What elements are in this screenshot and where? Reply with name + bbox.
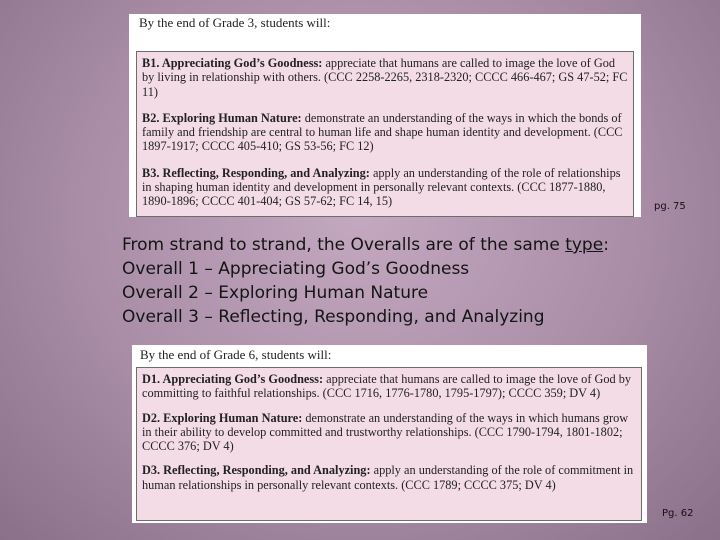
grade-3-excerpt-image	[129, 14, 641, 217]
expectation-b3-text: apply an understanding of the role of relationships in shaping human identity and development in personally relevant contexts. (CCC 1877-1880, 1890-1896; CCCC 401-404; GS 57-62; FC 14, 15)	[142, 165, 621, 209]
grade-3-expectations-box	[136, 51, 634, 217]
summary-intro-text: From strand to strand, the Overalls are of the same	[122, 235, 566, 255]
page-reference-top: pg. 75	[654, 201, 686, 212]
summary-underlined-word: type	[565, 235, 604, 255]
expectation-b1	[142, 56, 628, 99]
expectation-d3	[142, 463, 636, 492]
expectation-d3-text: apply an understanding of the role of commitment in human relationships in personally relevant contexts. (CCC 1789; CCCC 375; DV 4)	[142, 463, 634, 492]
grade-6-heading: By the end of Grade 6, students will:	[140, 347, 332, 362]
overall-3-line: Overall 3 – Reflecting, Responding, and Analyzing	[122, 307, 545, 327]
expectation-b3-label: B3. Reflecting, Responding, and Analyzing:	[142, 165, 370, 180]
page-reference-bottom: Pg. 62	[662, 508, 694, 519]
overall-2-line: Overall 2 – Exploring Human Nature	[122, 283, 429, 303]
expectation-d3-label: D3. Reflecting, Responding, and Analyzing:	[142, 463, 371, 478]
overalls-summary	[122, 233, 682, 329]
expectation-b3	[142, 166, 628, 209]
expectation-d2-label: D2. Exploring Human Nature:	[142, 410, 303, 425]
overall-1-line: Overall 1 – Appreciating God’s Goodness	[122, 259, 470, 279]
expectation-b2-label: B2. Exploring Human Nature:	[142, 110, 302, 125]
summary-intro-line	[122, 233, 682, 257]
expectation-d1	[142, 372, 636, 401]
grade-6-expectations-box	[136, 367, 642, 521]
expectation-b2-text: demonstrate an understanding of the ways in which the bonds of family and friendship are central to human life and shape human identity and development. (CCC 1897-1917; CCCC 405-410; GS 53-56; FC 12)	[142, 110, 623, 154]
summary-colon: :	[603, 235, 609, 255]
expectation-d2-text: demonstrate an understanding of the ways in which humans grow in their ability to develop committed and trustworthy relationships. (CCC 1790-1794, 1801-1802; CCCC 376; DV 4)	[142, 410, 629, 454]
expectation-b1-text: appreciate that humans are called to image the love of God by living in relationship with others. (CCC 2258-2265, 2318-2320; CCCC 466-467; GS 47-52; FC 11)	[142, 56, 628, 99]
expectation-b1-label: B1. Appreciating God’s Goodness:	[142, 56, 323, 70]
expectation-d1-text: appreciate that humans are called to image the love of God by committing to faithful relationships. (CCC 1716, 1776-1780, 1795-1797); CCCC 359; DV 4)	[142, 372, 632, 401]
expectation-d2	[142, 411, 636, 454]
expectation-b2	[142, 111, 628, 154]
expectation-d1-label: D1. Appreciating God’s Goodness:	[142, 372, 324, 386]
grade-3-heading: By the end of Grade 3, students will:	[139, 15, 331, 30]
grade-6-excerpt-image	[132, 345, 647, 523]
